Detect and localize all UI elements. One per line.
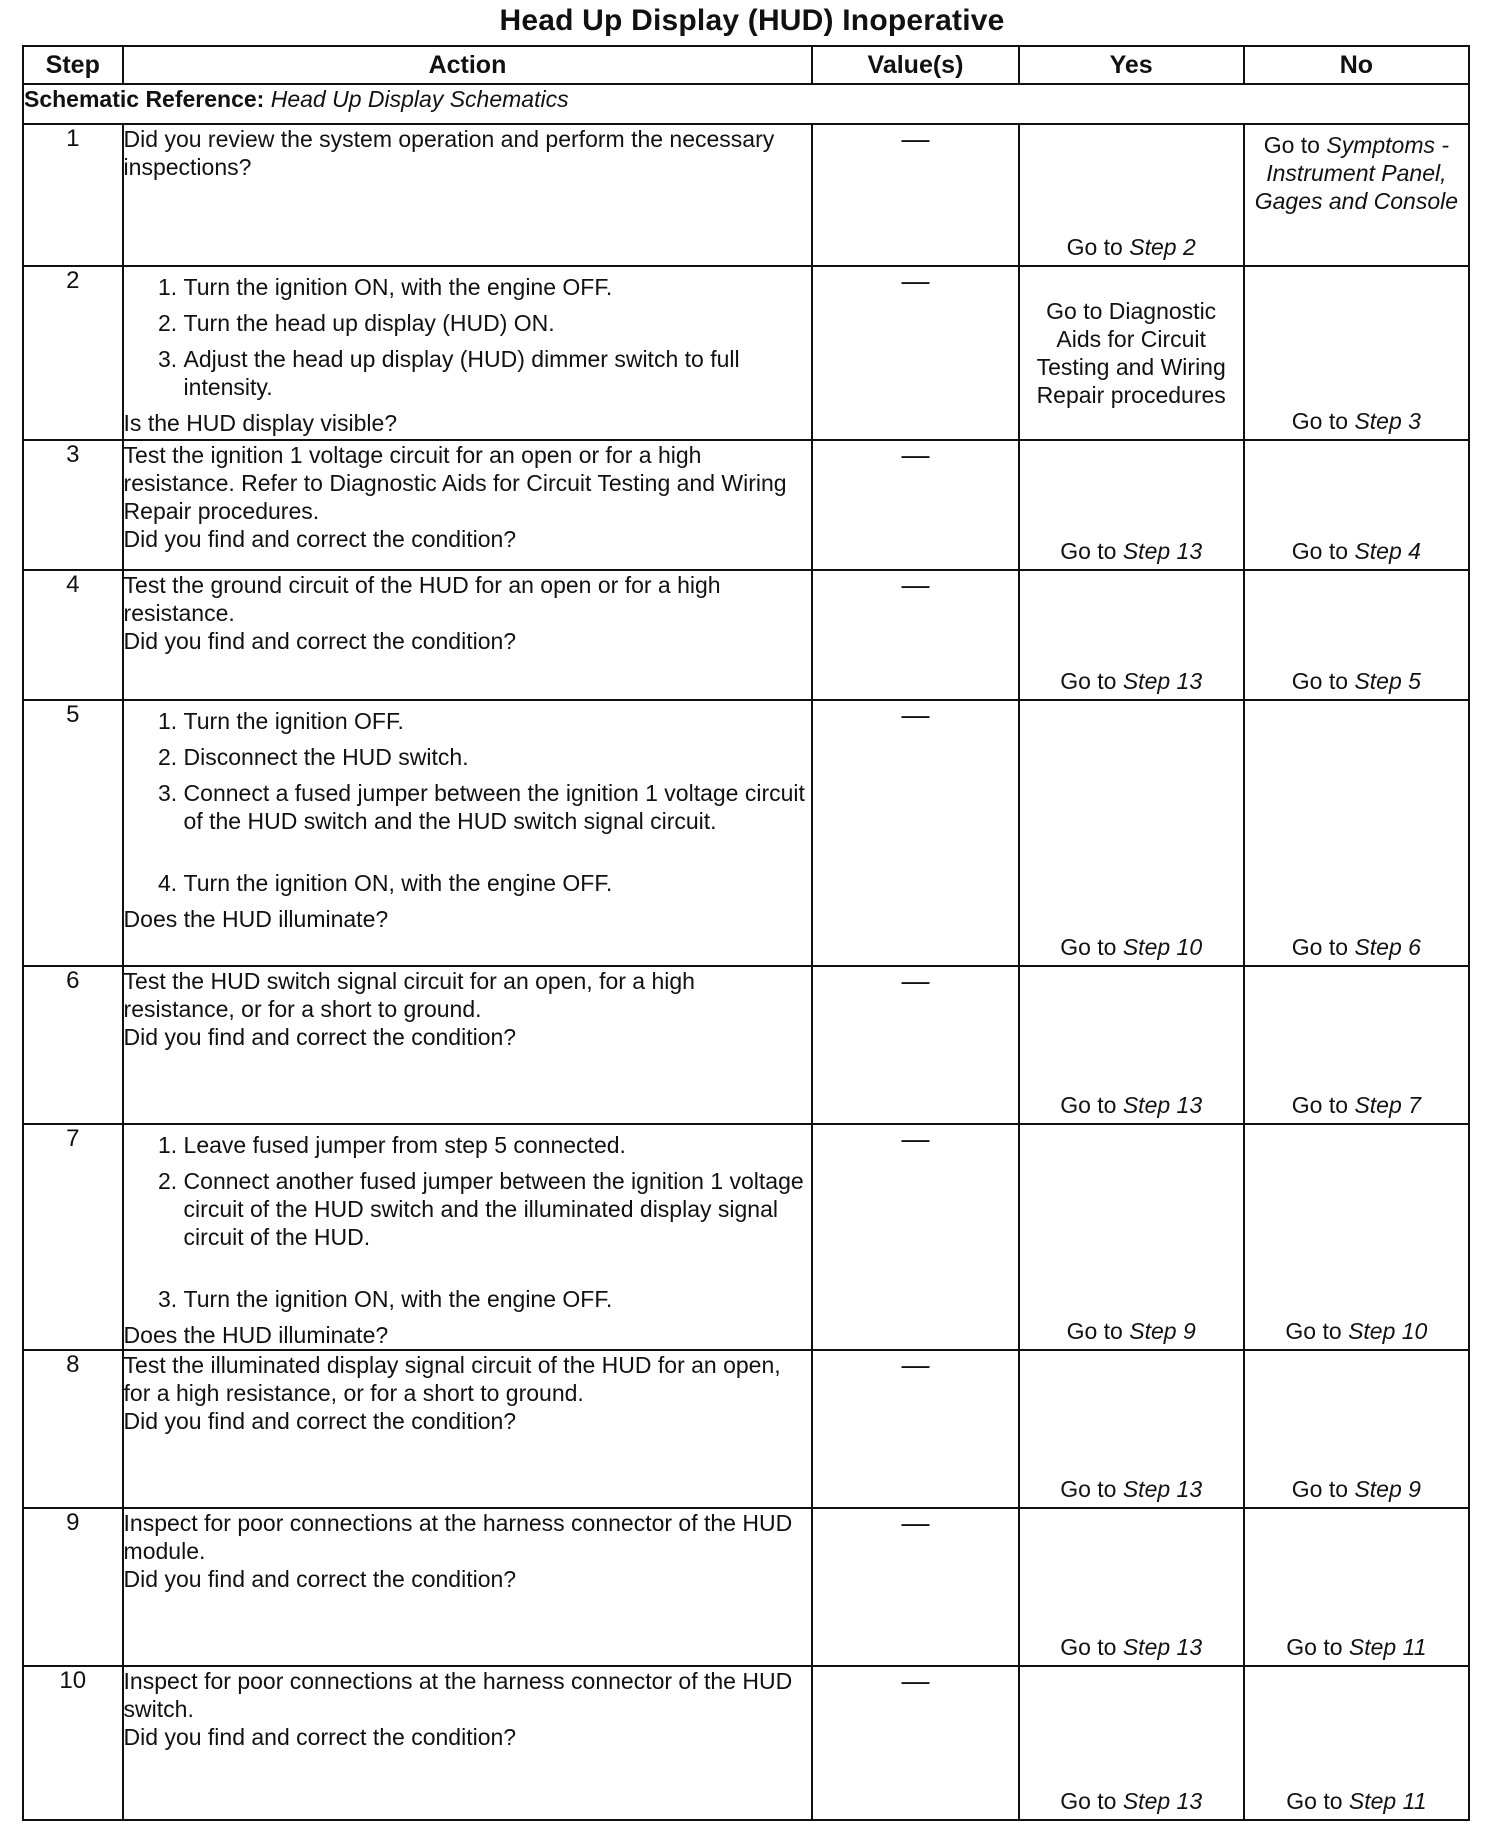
action-list-item: 3. Adjust the head up display (HUD) dimmer switch to full intensity. [184,345,812,401]
step-number: 8 [23,1350,123,1508]
action-list-item: 2. Disconnect the HUD switch. [184,743,812,771]
header-no: No [1244,46,1469,84]
no-prefix: Go to [1291,934,1349,960]
no-prefix: Go to [1286,1634,1343,1660]
yes-target: Step 13 [1122,1634,1203,1660]
yes-cell [1019,1350,1244,1508]
action-cell [123,1508,813,1666]
action-list [124,273,812,409]
yes-cell [1019,1124,1244,1350]
value-cell: — [812,570,1018,700]
schematic-reference-label: Schematic Reference: [24,86,265,112]
table-row [23,440,1469,570]
yes-target: Step 9 [1129,1318,1196,1344]
table-row [23,570,1469,700]
yes-target: Step 13 [1122,668,1203,694]
yes-cell [1019,1666,1244,1820]
action-cell [123,570,813,700]
action-text: Did you review the system operation and perform the necessary inspections? [123,126,775,180]
action-cell [123,1350,813,1508]
yes-prefix: Go to [1060,1476,1117,1502]
yes-text: Go to Diagnostic Aids for Circuit Testing and Wiring Repair procedures [1036,298,1226,408]
action-text: Test the HUD switch signal circuit for an open, for a high resistance, or for a short to ground. [123,968,695,1022]
table-row [23,124,1469,266]
action-text: Inspect for poor connections at the harness connector of the HUD module. [123,1510,793,1564]
no-cell [1244,1508,1469,1666]
action-question: Does the HUD illuminate? [123,906,389,932]
action-cell [123,124,813,266]
action-text: Test the illuminated display signal circuit of the HUD for an open, for a high resistance, or for a short to ground. [123,1352,781,1406]
action-text: Test the ignition 1 voltage circuit for an open or for a high resistance. Refer to Diagnostic Aids for Circuit Testing and Wiring Repair procedures. [123,442,787,524]
value-cell: — [812,124,1018,266]
yes-cell [1019,266,1244,440]
yes-prefix: Go to [1060,934,1117,960]
action-list-item: 1. Turn the ignition OFF. [184,707,812,735]
table-row [23,966,1469,1124]
no-target: Step 10 [1348,1318,1428,1344]
step-number: 1 [23,124,123,266]
no-cell [1244,570,1469,700]
no-cell [1244,700,1469,966]
step-number: 2 [23,266,123,440]
yes-target: Step 2 [1129,234,1196,260]
step-number: 5 [23,700,123,966]
diagnostic-table [22,45,1470,1821]
action-list [124,707,812,905]
action-text: Inspect for poor connections at the harness connector of the HUD switch. [123,1668,793,1722]
action-question: Did you find and correct the condition? [123,628,517,654]
action-cell [123,1124,813,1350]
table-row [23,700,1469,966]
no-cell [1244,266,1469,440]
value-cell: — [812,700,1018,966]
no-target: Symptoms - Instrument Panel, Gages and Console [1254,132,1459,214]
action-question: Is the HUD display visible? [123,410,398,436]
table-row [23,1350,1469,1508]
no-prefix: Go to [1286,1788,1343,1814]
yes-prefix: Go to [1060,1634,1117,1660]
table-row [23,1124,1469,1350]
no-target: Step 3 [1354,408,1421,434]
yes-cell [1019,570,1244,700]
yes-prefix: Go to [1066,1318,1123,1344]
action-question: Did you find and correct the condition? [123,1566,517,1592]
action-list-item: 2. Connect another fused jumper between the ignition 1 voltage circuit of the HUD switch and the illuminated display signal circuit of the HUD. [184,1167,812,1251]
action-list-item: 3. Turn the ignition ON, with the engine OFF. [184,1285,812,1313]
no-prefix: Go to [1285,1318,1342,1344]
yes-prefix: Go to [1060,538,1117,564]
page-title: Head Up Display (HUD) Inoperative [499,4,1005,37]
yes-prefix: Go to [1066,234,1123,260]
value-cell: — [812,966,1018,1124]
action-list-item: 1. Turn the ignition ON, with the engine OFF. [184,273,812,301]
no-prefix: Go to [1291,408,1349,434]
no-prefix: Go to [1291,1476,1349,1502]
yes-target: Step 13 [1122,538,1203,564]
no-target: Step 11 [1348,1788,1427,1814]
no-cell [1244,966,1469,1124]
action-text: Test the ground circuit of the HUD for an open or for a high resistance. [123,572,721,626]
yes-cell [1019,440,1244,570]
yes-prefix: Go to [1060,1092,1117,1118]
step-number: 3 [23,440,123,570]
no-target: Step 7 [1354,1092,1421,1118]
value-cell: — [812,1666,1018,1820]
no-cell [1244,1350,1469,1508]
action-question: Did you find and correct the condition? [123,526,517,552]
yes-prefix: Go to [1060,1788,1117,1814]
value-cell: — [812,440,1018,570]
action-list-item: 4. Turn the ignition ON, with the engine OFF. [184,869,812,897]
value-cell: — [812,266,1018,440]
yes-cell [1019,700,1244,966]
no-cell [1244,1666,1469,1820]
yes-cell [1019,124,1244,266]
value-cell: — [812,1350,1018,1508]
action-list-item: 1. Leave fused jumper from step 5 connected. [184,1131,812,1159]
action-question: Did you find and correct the condition? [123,1024,517,1050]
action-question: Did you find and correct the condition? [123,1724,517,1750]
table-header-row [23,46,1469,84]
action-cell [123,966,813,1124]
no-prefix: Go to [1291,668,1349,694]
step-number: 4 [23,570,123,700]
action-list [124,1131,812,1321]
no-target: Step 6 [1354,934,1421,960]
no-target: Step 11 [1348,1634,1427,1660]
no-cell [1244,1124,1469,1350]
no-prefix: Go to [1263,132,1320,158]
action-cell [123,1666,813,1820]
table-row [23,1508,1469,1666]
no-prefix: Go to [1291,538,1349,564]
action-question: Does the HUD illuminate? [123,1322,389,1348]
step-number: 7 [23,1124,123,1350]
no-prefix: Go to [1291,1092,1349,1118]
action-question: Did you find and correct the condition? [123,1408,517,1434]
no-target: Step 5 [1354,668,1421,694]
header-yes: Yes [1019,46,1244,84]
yes-cell [1019,1508,1244,1666]
schematic-reference-row [23,84,1469,124]
action-cell [123,266,813,440]
yes-cell [1019,966,1244,1124]
header-step: Step [23,46,123,84]
header-action: Action [123,46,813,84]
schematic-reference-value: Head Up Display Schematics [270,86,569,112]
value-cell: — [812,1124,1018,1350]
yes-target: Step 13 [1122,1476,1203,1502]
action-cell [123,440,813,570]
schematic-reference [23,84,1469,124]
action-cell [123,700,813,966]
yes-target: Step 13 [1122,1092,1203,1118]
yes-prefix: Go to [1060,668,1117,694]
step-number: 6 [23,966,123,1124]
no-cell [1244,440,1469,570]
table-row [23,266,1469,440]
no-target: Step 4 [1354,538,1421,564]
header-values: Value(s) [812,46,1018,84]
step-number: 9 [23,1508,123,1666]
no-target: Step 9 [1354,1476,1421,1502]
table-row [23,1666,1469,1820]
value-cell: — [812,1508,1018,1666]
no-cell [1244,124,1469,266]
step-number: 10 [23,1666,123,1820]
yes-target: Step 13 [1122,1788,1203,1814]
action-list-item: 3. Connect a fused jumper between the ignition 1 voltage circuit of the HUD switch and the HUD switch signal circuit. [184,779,812,835]
action-list-item: 2. Turn the head up display (HUD) ON. [184,309,812,337]
yes-target: Step 10 [1122,934,1203,960]
